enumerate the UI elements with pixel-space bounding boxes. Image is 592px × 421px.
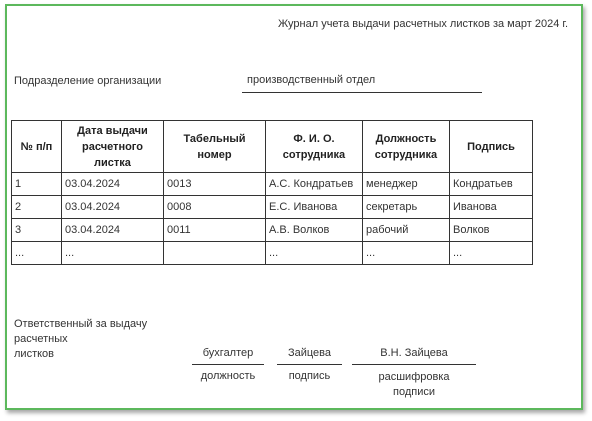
responsible-label-line2: расчетных xyxy=(14,333,68,345)
journal-table xyxy=(11,120,533,265)
cell-employee-position: менеджер xyxy=(363,173,450,196)
cell-employee-position: ... xyxy=(363,242,450,265)
department-value: производственный отдел xyxy=(247,74,376,86)
cell-personnel-number: 0008 xyxy=(164,196,266,219)
decoding-caption-line1: расшифровка xyxy=(378,371,450,383)
department-underline xyxy=(242,92,482,93)
cell-number: 3 xyxy=(12,219,62,242)
cell-number: 1 xyxy=(12,173,62,196)
decoding-caption-line2: подписи xyxy=(393,386,435,398)
table-row xyxy=(12,196,533,219)
position-caption: должность xyxy=(200,370,256,382)
responsible-label-line1: Ответственный за выдачу xyxy=(14,318,148,330)
cell-personnel-number: 0013 xyxy=(164,173,266,196)
cell-employee-name: ... xyxy=(266,242,363,265)
signature-value: Зайцева xyxy=(287,347,332,359)
decoding-underline xyxy=(352,364,476,365)
cell-issue-date: 03.04.2024 xyxy=(62,196,164,219)
position-value: бухгалтер xyxy=(202,347,254,359)
signature-underline xyxy=(277,364,342,365)
decoding-value: В.Н. Зайцева xyxy=(380,347,448,359)
department-label: Подразделение организации xyxy=(14,75,162,87)
cell-issue-date: ... xyxy=(62,242,164,265)
cell-personnel-number: 0011 xyxy=(164,219,266,242)
cell-employee-name: А.С. Кондратьев xyxy=(266,173,363,196)
journal-title: Журнал учета выдачи расчетных листков за март 2024 г. xyxy=(278,18,569,30)
header-signature: Подпись xyxy=(450,121,533,173)
cell-issue-date: 03.04.2024 xyxy=(62,219,164,242)
cell-issue-date: 03.04.2024 xyxy=(62,173,164,196)
table-row xyxy=(12,242,533,265)
cell-personnel-number xyxy=(164,242,266,265)
decoding-caption xyxy=(352,370,476,400)
header-issue-date: Дата выдачи расчетного листка xyxy=(62,121,164,173)
responsible-label-line3: листков xyxy=(14,348,54,360)
table-row xyxy=(12,173,533,196)
cell-employee-name: А.В. Волков xyxy=(266,219,363,242)
header-employee-position: Должность сотрудника xyxy=(363,121,450,173)
header-number: № п/п xyxy=(12,121,62,173)
position-underline xyxy=(192,364,264,365)
cell-signature: Кондратьев xyxy=(450,173,533,196)
cell-employee-position: рабочий xyxy=(363,219,450,242)
responsible-label xyxy=(14,317,164,362)
table-header-row xyxy=(12,121,533,173)
cell-number: ... xyxy=(12,242,62,265)
cell-signature: Волков xyxy=(450,219,533,242)
cell-number: 2 xyxy=(12,196,62,219)
header-personnel-number: Табельный номер xyxy=(164,121,266,173)
cell-employee-position: секретарь xyxy=(363,196,450,219)
header-employee-name: Ф. И. О. сотрудника xyxy=(266,121,363,173)
table-row xyxy=(12,219,533,242)
cell-employee-name: Е.С. Иванова xyxy=(266,196,363,219)
signature-caption: подпись xyxy=(288,370,331,382)
cell-signature: ... xyxy=(450,242,533,265)
cell-signature: Иванова xyxy=(450,196,533,219)
